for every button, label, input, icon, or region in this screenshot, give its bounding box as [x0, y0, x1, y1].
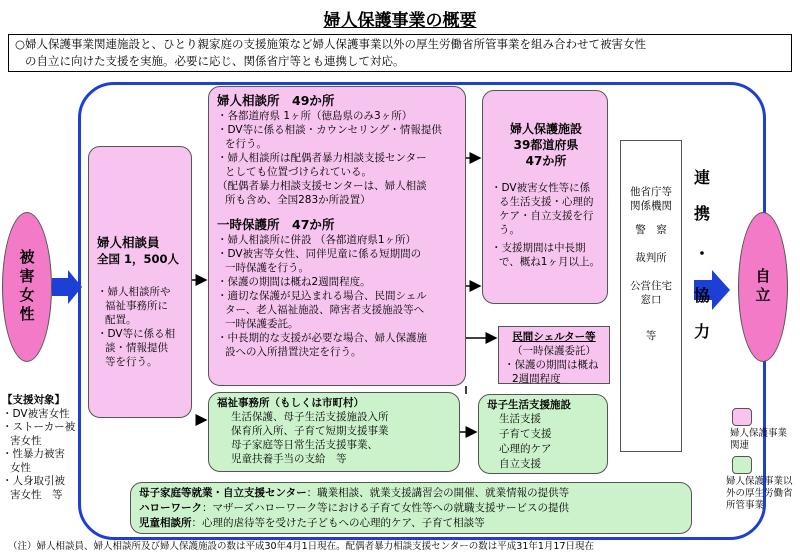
independence-label: 自立 — [753, 268, 772, 306]
welfare-office-line: 生活保護、母子生活支援施設入所 — [231, 411, 389, 423]
victim-label: 被害女性 — [17, 249, 36, 325]
temporary-shelter-line: 設への入所措置決定を行う。 — [225, 346, 362, 358]
protection-facility-title: 婦人保護施設 — [509, 122, 582, 136]
private-shelter-title: 民間シェルター等 — [512, 331, 596, 343]
protection-facility-title: 39都道府県 — [513, 138, 579, 152]
support-target-item: ・ストーカー被 — [2, 421, 76, 433]
legend-text: 婦人保護事業 — [730, 428, 788, 439]
counselor-line: ・婦人相談所や — [97, 286, 171, 298]
summary-line: ○婦人保護事業関連施設と、ひとり親家庭の支援施策など婦人保護事業以外の厚生労働省所管事業を組み合わせて被害女性 — [15, 37, 647, 51]
program-head: 母子家庭等就業・自立支援センター — [139, 487, 307, 499]
page-title: 婦人保護事業の概要 — [323, 11, 477, 31]
legend-green-label — [726, 476, 800, 512]
legend-text: 婦人保護事業以 — [726, 476, 793, 487]
legend-text: 所管事業 — [726, 500, 765, 511]
protection-facility-line: ・支援期間は中長期 — [491, 242, 586, 254]
temporary-shelter-line: 一時保護委託。 — [225, 318, 299, 330]
protection-facility-title: 47か所 — [525, 154, 567, 168]
cooperation-char: 携 — [693, 204, 710, 223]
welfare-office-title: 福祉事務所（もしくは市町村） — [217, 397, 364, 409]
temporary-shelter-line: ・婦人相談所に併設 （各都道府県1ヶ所） — [217, 234, 417, 246]
temporary-shelter-line: ・中長期的な支援が必要な場合、婦人保護施 — [217, 332, 427, 344]
temporary-shelter-line: ・保護の期間は概ね2週間程度。 — [217, 276, 371, 288]
temporary-shelter-line: ・DV被害等女性、同伴児童に係る短期間の — [217, 248, 422, 260]
legend-pink-label — [730, 428, 800, 452]
consultation-office-line: ・各都道府県 1ヶ所（徳島県のみ3ヶ所） — [217, 110, 413, 122]
independence-oval — [738, 212, 788, 362]
legend-green-swatch — [732, 456, 752, 474]
agency-line: 公営住宅 — [630, 280, 672, 292]
agency-line: 関係機関 — [630, 200, 672, 212]
temporary-shelter-title: 一時保護所 47か所 — [217, 217, 335, 232]
program-head: ハローワーク — [139, 502, 202, 514]
cooperation-char: 協 — [693, 286, 710, 305]
private-shelter-subtitle: （一時保護委託） — [512, 345, 596, 357]
counselor-title: 婦人相談員 — [97, 235, 160, 250]
support-target-item: ・人身取引被 — [2, 475, 65, 487]
cooperation-char: 連 — [693, 168, 710, 187]
consultation-office-line: 所も含め、全国283か所設置） — [225, 194, 371, 206]
welfare-office-line: 母子家庭等日常生活支援事業、 — [231, 439, 378, 451]
support-target-item: 害女性 等 — [10, 488, 63, 501]
support-target-item: 女性 — [10, 461, 31, 474]
program-head: 児童相談所 — [139, 517, 192, 529]
cooperation-char: ・ — [693, 244, 710, 263]
agency-line: 窓口 — [640, 294, 662, 306]
consultation-office-line: を行う。 — [225, 138, 267, 150]
program-text: ：マザーズハローワーク等における子育て女性等への就職支援サービスの提供 — [202, 502, 569, 514]
welfare-office-line: 児童扶養手当の支給 等 — [231, 453, 347, 465]
counselor-line: 談・情報提供 — [105, 342, 168, 354]
agency-line: 警 察 — [635, 224, 667, 236]
legend-text: 外の厚生労働省 — [726, 488, 793, 499]
consultation-office-line: としても位置づけられている。 — [225, 166, 372, 178]
support-target-item: 害女性 — [10, 434, 42, 447]
agencies-panel — [620, 140, 682, 452]
protection-facility-line: ケア・自立支援を行 — [499, 210, 594, 222]
mother-child-facility-line: 心理的ケア — [499, 443, 552, 455]
summary-line: の自立に向けた支援を実施。必要に応じ、関係省庁等とも連携して対応。 — [25, 54, 405, 68]
agency-line: 等 — [645, 330, 657, 342]
support-targets-heading: 【支援対象】 — [2, 394, 65, 406]
counselor-line: ・DV等に係る相 — [97, 328, 176, 340]
protection-facility-line: る生活支援・心理的 — [499, 196, 594, 208]
consultation-office-title: 婦人相談所 49か所 — [217, 93, 335, 108]
counselor-count: 全国 1，500人 — [97, 252, 180, 266]
private-shelter-line: 2週間程度 — [512, 373, 561, 385]
consultation-office-line: ・DV等に係る相談・カウンセリング・情報提供 — [217, 124, 442, 136]
temporary-shelter-line: ・適切な保護が見込まれる場合、民間シェル — [217, 290, 427, 302]
protection-facility-line: う。 — [499, 224, 520, 236]
welfare-office-line: 保育所入所、子育て短期支援事業 — [231, 425, 389, 437]
cooperation-char: 力 — [693, 322, 710, 341]
support-target-item: ・性暴力被害 — [2, 448, 65, 460]
mother-child-facility-line: 自立支援 — [499, 458, 541, 470]
counselor-line: 等を行う。 — [105, 356, 158, 368]
cooperation-label — [690, 168, 714, 342]
temporary-shelter-line: ター、老人福祉施設、障害者支援施設等へ — [225, 304, 425, 316]
protection-facility-line: ・DV被害女性等に係 — [491, 182, 591, 194]
consultation-office-line: （配偶者暴力相談支援センターは、婦人相談 — [217, 180, 427, 192]
legend-text: 関連 — [730, 440, 750, 451]
mother-child-facility-line: 子育て支援 — [499, 428, 552, 440]
private-shelter-line: ・保護の期間は概ね — [504, 359, 599, 371]
agency-line: 裁判所 — [635, 252, 667, 264]
protection-facility-line: で、概ね1ヶ月以上。 — [499, 256, 600, 268]
footnote: （注）婦人相談員、婦人相談所及び婦人保護施設の数は平成30年4月1日現在。配偶者暴力相談支援センターの数は平成31年1月17日現在 — [8, 541, 595, 552]
program-text: ：心理的虐待等を受けた子どもへの心理的ケア、子育て相談等 — [191, 517, 485, 529]
counselor-line: 配置。 — [105, 314, 137, 326]
support-target-item: ・DV被害女性 — [2, 407, 70, 420]
counselor-line: 福祉事務所に — [105, 300, 168, 312]
mother-child-facility-line: 生活支援 — [499, 413, 541, 425]
temporary-shelter-line: 一時保護を行う。 — [225, 262, 309, 274]
consultation-office-line: ・婦人相談所は配偶者暴力相談支援センター — [217, 152, 427, 164]
legend-pink-swatch — [732, 408, 752, 426]
mother-child-facility-title: 母子生活支援施設 — [487, 399, 571, 411]
agency-line: 他省庁等 — [630, 186, 672, 198]
program-text: ：職業相談、就業支援講習会の開催、就業情報の提供等 — [306, 487, 570, 499]
